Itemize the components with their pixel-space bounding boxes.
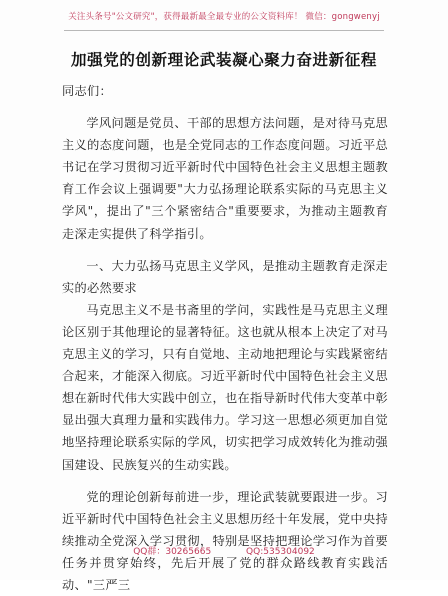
promo-notice: 关注头条号"公文研究"，获得最新最全最专业的公文资料库！ 微信：gongwenyj	[68, 12, 380, 22]
header-divider	[64, 30, 384, 31]
qq-contact-label: QQ:535304092	[246, 547, 315, 557]
paragraph-theory-innovation: 党的理论创新每前进一步，理论武装就要跟进一步。习近平新时代中国特色社会主义思想历经十年发展，党中央持续推动全党深入学习贯彻，特别是坚持把理论学习作为首要任务并贯穿始终，先后开展了党的群众路线教育实践活动、"三严三	[62, 489, 388, 592]
document-body	[62, 80, 388, 596]
paragraph-marxism-practice: 马克思主义不是书斋里的学问，实践性是马克思主义理论区别于其他理论的显著特征。这也就从根本上决定了对马克思主义的学习，只有自觉地、主动地把理论与实践紧密结合起来，才能深入彻底。习近平新时代中国特色社会主义思想在新时代伟大实践中创立，也在指导新时代伟大变革中彰显出强大真理力量和实践伟力。学习这一思想必须更加自觉地坚持理论联系实际的学风，切实把学习成效转化为推动强国建设、民族复兴的生动实践。	[62, 302, 388, 472]
document-title: 加强党的创新理论武装凝心聚力奋进新征程	[71, 51, 377, 69]
paragraph-intro: 学风问题是党员、干部的思想方法问题，是对待马克思主义的态度问题，也是全党同志的工作态度问题。习近平总书记在学习贯彻习近平新时代中国特色社会主义思想主题教育工作会议上强调要"大力弘扬理论联系实际的马克思主义学风"，提出了"三个紧密结合"重要要求，为推动主题教育走深走实提供了科学指引。	[62, 116, 388, 241]
qq-group-label: QQ群：30265665	[133, 547, 212, 557]
salutation: 同志们：	[62, 84, 112, 98]
contact-footer	[0, 544, 448, 557]
section-heading-1: 一、大力弘扬马克思主义学风，是推动主题教育走深走实的必然要求	[62, 258, 388, 295]
